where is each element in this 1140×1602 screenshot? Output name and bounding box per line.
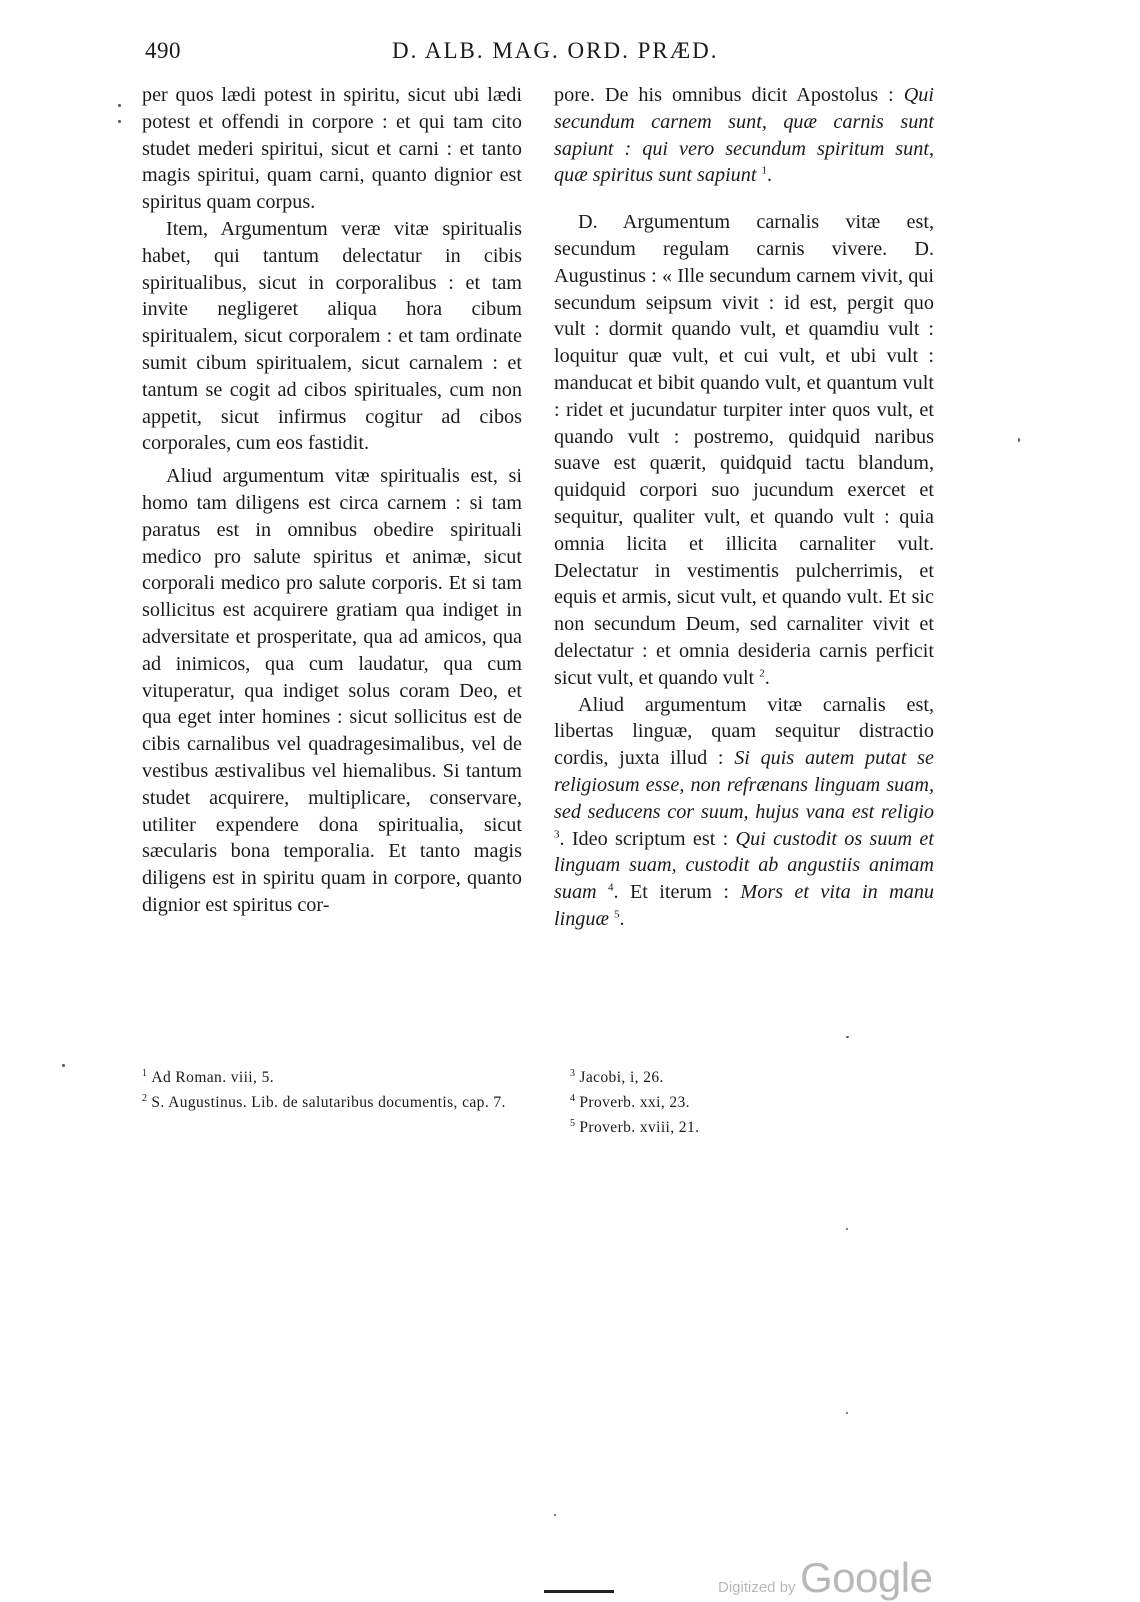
footnote-mark: 5 [570,1118,576,1130]
footnote-text: Jacobi, i, 26. [579,1069,664,1087]
scan-speck [846,1412,848,1414]
scan-speck [118,120,121,123]
text-run: . Ideo scriptum est : [559,827,736,850]
scan-speck [118,104,121,107]
scan-speck [846,1036,849,1038]
text-run: Aliud argumentum vitæ carnalis est, libertas linguæ, quam sequitur distractio cordis, juxta illud : [554,693,934,770]
footnote-ref: 4 [608,881,614,894]
scan-speck [62,1064,65,1067]
footnote-mark: 1 [142,1068,148,1079]
left-paragraph-3: Aliud argumentum vitæ spiritualis est, si homo tam diligens est circa carnem : si tam paratus est in omnibus obedire spirituali medico pro salute spiritus et animæ, sicut corporali medico pro salute corporis. Et si tam sollicitus est acquirere gratiam qua indiget in adversitate et prosperitate, qua ad amicos, qua ad inimicos, qua cum laudatur, qua cum vituperatur, qua indiget solus coram Deo, et qua eget inter homines : sicut sollicitus est de cibis carnalibus vel quadragesimalibus, vel de vestibus æstivalibus vel hiemalibus. Si tantum studet acquirere, multiplicare, conservare, utiliter expendere dona spiritualia, sicut sæcularis bona temporalia. Et tanto magis diligens est in spiritu quam in corpore, quanto dignior est spiritus cor- [142,465,522,916]
footnote-text: Ad Roman. viii, 5. [151,1069,274,1087]
footnote-text: Proverb. xviii, 21. [579,1119,700,1137]
footnotes-left [142,1063,522,1113]
scan-speck [554,1514,556,1516]
text-run: . [619,907,625,930]
bottom-rule [544,1590,614,1593]
footnote [570,1113,870,1138]
text-run: pore. De his omnibus dicit Apostolus : [554,84,904,106]
scripture-quote: Qui custodit os suum et linguam suam, custodit ab angustiis animam suam [554,827,934,904]
page-header [0,38,1140,74]
watermark-prefix: Digitized by [718,1579,796,1596]
left-paragraph-1: per quos lædi potest in spiritu, sicut ubi lædi potest et offendi in corpore : et qui tam cito studet mederi spiritui, sicut et carni : et tanto magis spiritui, quam carni, quanto dignior est spiritus quam corpus. [142,84,522,214]
digitized-watermark [718,1554,932,1602]
running-head: D. ALB. MAG. ORD. PRÆD. [392,38,719,63]
right-paragraph-2 [554,209,934,691]
scan-speck [846,1228,848,1230]
text-run: D. Argumentum carnalis vitæ est, secundum regulam carnis vivere. D. Augustinus : « Ille secundum carnem vivit, qui secundum seipsum vivit : id est, pergit quo vult : dormit quando vult, et quamdiu vult : loquitur quæ vult, et cui vult, et ubi vult : manducat et bibit quando vult, et quantum vult : ridet et jucundatur turpiter inter quos vult, et quando vult : postremo, quidquid naribus suave est quærit, quidquid tactu blandum, quidquid corpori suo jucundum exercet et sequitur, qualiter vult, et quando vult : quia omnia licita et illicita carnaliter vult. Delectatur in vestimentis pulcherrimis, et equis et armis, sicut vult, et quando vult. Et sic non secundum Deum, sed carnaliter vivit et delectatur : et omnia desideria carnis perficit sicut vult, et quando vult [554,211,934,689]
footnote [570,1063,870,1088]
footnote-ref: 1 [761,164,768,177]
footnote-mark: 2 [142,1093,148,1105]
footnotes-right [570,1063,870,1138]
text-run: . Et iterum : [613,881,741,904]
right-paragraph-1 [554,82,934,189]
footnote-text: Proverb. xxi, 23. [579,1094,690,1112]
scripture-quote: Si quis autem putat se religiosum esse, non refrænans linguam suam, sed seducens cor suum, hujus vana est religio [554,747,934,823]
right-column [554,82,934,933]
text-run: . [767,164,773,187]
scripture-quote: Mors et vita in manu linguæ [554,881,935,930]
footnote-ref: 5 [614,908,620,921]
footnote-ref: 2 [759,667,765,679]
text-run: . [764,666,770,689]
footnote [142,1063,522,1088]
footnote-mark: 3 [570,1068,576,1079]
footnote-mark: 4 [570,1093,576,1105]
left-paragraph-2: Item, Argumentum veræ vitæ spiritualis habet, qui tantum delectatur in cibis spiritualibus, sicut in corporalibus : et tam invite negligeret aliqua hora cibum spiritualem, sicut corporalem : et tam ordinate sumit cibum spiritualem, sicut carnalem : et tantum se cogit ad cibos spirituales, cum non appetit, sicut infirmus cogitur ad cibos corporales, cum eos fastidit. [142,217,522,455]
footnote-ref: 3 [554,827,560,840]
scan-speck [1018,438,1020,442]
right-paragraph-3 [554,692,934,933]
scripture-quote: Qui secundum carnem sunt, quæ carnis sunt sapiunt : qui vero secundum spiritum sunt, quæ spiritus sunt sapiunt [554,84,934,187]
footnote [570,1088,870,1113]
footnote [142,1088,522,1113]
page-number: 490 [145,38,181,63]
google-logo: Google [800,1554,933,1601]
left-column [142,82,522,919]
footnote-text: S. Augustinus. Lib. de salutaribus documentis, cap. 7. [151,1094,506,1112]
